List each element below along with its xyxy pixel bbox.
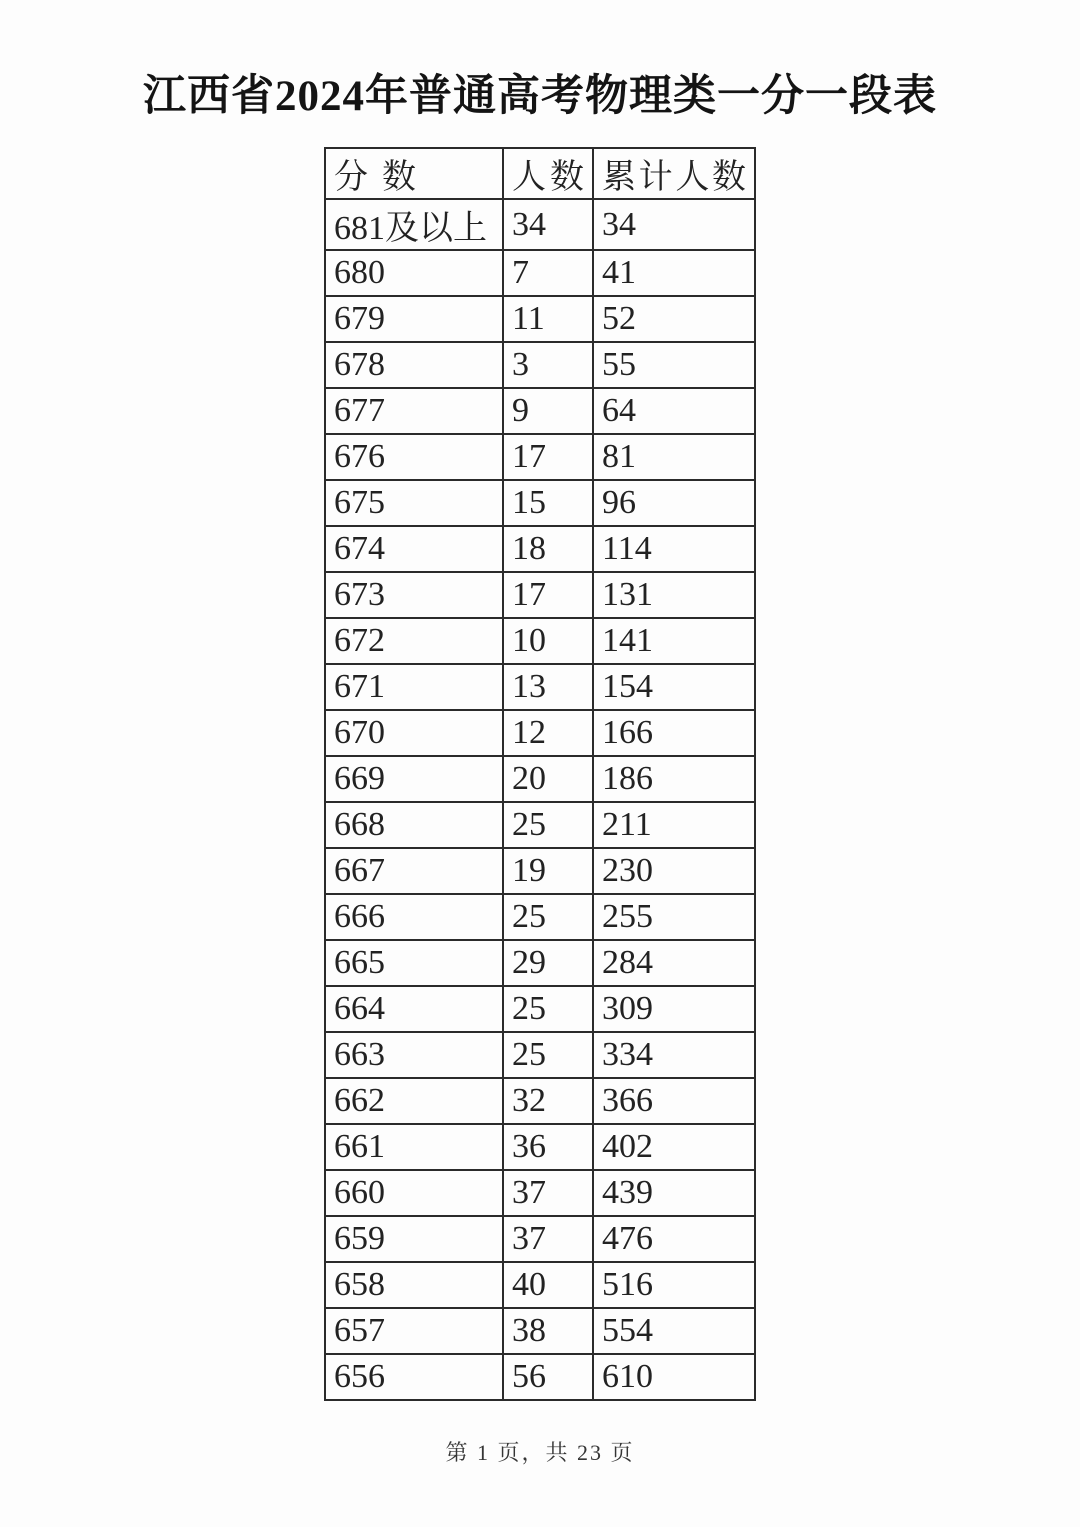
cell-count: 15: [503, 480, 593, 526]
cell-score: 674: [325, 526, 503, 572]
cell-cumulative: 366: [593, 1078, 755, 1124]
cell-cumulative: 64: [593, 388, 755, 434]
cell-score: 659: [325, 1216, 503, 1262]
cell-score: 661: [325, 1124, 503, 1170]
cell-count: 13: [503, 664, 593, 710]
cell-count: 38: [503, 1308, 593, 1354]
table-header-row: [325, 148, 755, 199]
cell-count: 56: [503, 1354, 593, 1400]
cell-score: 663: [325, 1032, 503, 1078]
cell-cumulative: 230: [593, 848, 755, 894]
cell-cumulative: 610: [593, 1354, 755, 1400]
cell-count: 19: [503, 848, 593, 894]
table-row: [325, 756, 755, 802]
table-row: [325, 1216, 755, 1262]
cell-count: 7: [503, 250, 593, 296]
table-row: [325, 1078, 755, 1124]
cell-count: 25: [503, 894, 593, 940]
cell-count: 25: [503, 1032, 593, 1078]
cell-cumulative: 52: [593, 296, 755, 342]
cell-cumulative: 114: [593, 526, 755, 572]
cell-count: 10: [503, 618, 593, 664]
cell-count: 32: [503, 1078, 593, 1124]
cell-cumulative: 476: [593, 1216, 755, 1262]
cell-score: 670: [325, 710, 503, 756]
cell-score: 657: [325, 1308, 503, 1354]
cell-cumulative: 284: [593, 940, 755, 986]
table-row: [325, 526, 755, 572]
cell-cumulative: 334: [593, 1032, 755, 1078]
cell-cumulative: 141: [593, 618, 755, 664]
cell-count: 18: [503, 526, 593, 572]
cell-count: 36: [503, 1124, 593, 1170]
table-row: [325, 199, 755, 250]
table-row: [325, 1170, 755, 1216]
cell-cumulative: 166: [593, 710, 755, 756]
cell-cumulative: 186: [593, 756, 755, 802]
table-row: [325, 710, 755, 756]
table-row: [325, 388, 755, 434]
cell-count: 11: [503, 296, 593, 342]
cell-count: 40: [503, 1262, 593, 1308]
table-row: [325, 848, 755, 894]
table-row: [325, 986, 755, 1032]
table-row: [325, 940, 755, 986]
cell-cumulative: 309: [593, 986, 755, 1032]
cell-count: 37: [503, 1170, 593, 1216]
cell-cumulative: 41: [593, 250, 755, 296]
cell-score: 673: [325, 572, 503, 618]
header-score: 分数: [325, 148, 503, 199]
table-row: [325, 1262, 755, 1308]
page-title: 江西省2024年普通高考物理类一分一段表: [143, 73, 937, 120]
cell-cumulative: 516: [593, 1262, 755, 1308]
cell-cumulative: 34: [593, 199, 755, 250]
cell-cumulative: 154: [593, 664, 755, 710]
cell-count: 17: [503, 434, 593, 480]
header-cumulative: 累计人数: [593, 148, 755, 199]
cell-count: 12: [503, 710, 593, 756]
cell-cumulative: 255: [593, 894, 755, 940]
table-row: [325, 434, 755, 480]
table-row: [325, 802, 755, 848]
cell-cumulative: 131: [593, 572, 755, 618]
cell-score: 664: [325, 986, 503, 1032]
score-table-body: [325, 199, 755, 1400]
cell-score: 675: [325, 480, 503, 526]
score-table: [324, 147, 756, 1401]
cell-score: 671: [325, 664, 503, 710]
cell-count: 9: [503, 388, 593, 434]
table-row: [325, 480, 755, 526]
table-row: [325, 664, 755, 710]
cell-score: 680: [325, 250, 503, 296]
cell-count: 25: [503, 986, 593, 1032]
cell-count: 17: [503, 572, 593, 618]
table-row: [325, 1354, 755, 1400]
cell-count: 25: [503, 802, 593, 848]
cell-score: 660: [325, 1170, 503, 1216]
table-row: [325, 342, 755, 388]
table-row: [325, 1308, 755, 1354]
table-row: [325, 894, 755, 940]
table-row: [325, 618, 755, 664]
cell-count: 29: [503, 940, 593, 986]
cell-score: 662: [325, 1078, 503, 1124]
cell-score: 658: [325, 1262, 503, 1308]
cell-cumulative: 439: [593, 1170, 755, 1216]
cell-count: 20: [503, 756, 593, 802]
cell-count: 34: [503, 199, 593, 250]
cell-score: 677: [325, 388, 503, 434]
table-row: [325, 296, 755, 342]
cell-score: 666: [325, 894, 503, 940]
cell-score: 679: [325, 296, 503, 342]
table-row: [325, 1124, 755, 1170]
table-row: [325, 1032, 755, 1078]
cell-cumulative: 554: [593, 1308, 755, 1354]
table-row: [325, 572, 755, 618]
cell-cumulative: 211: [593, 802, 755, 848]
cell-score: 665: [325, 940, 503, 986]
cell-cumulative: 55: [593, 342, 755, 388]
cell-score: 667: [325, 848, 503, 894]
cell-cumulative: 402: [593, 1124, 755, 1170]
cell-score: 672: [325, 618, 503, 664]
cell-score: 676: [325, 434, 503, 480]
cell-score: 668: [325, 802, 503, 848]
cell-cumulative: 81: [593, 434, 755, 480]
cell-score: 681及以上: [325, 199, 503, 250]
cell-score: 656: [325, 1354, 503, 1400]
table-row: [325, 250, 755, 296]
page-footer: 第 1 页，共 23 页: [445, 1440, 635, 1465]
cell-count: 3: [503, 342, 593, 388]
cell-count: 37: [503, 1216, 593, 1262]
cell-cumulative: 96: [593, 480, 755, 526]
cell-score: 669: [325, 756, 503, 802]
cell-score: 678: [325, 342, 503, 388]
header-count: 人数: [503, 148, 593, 199]
